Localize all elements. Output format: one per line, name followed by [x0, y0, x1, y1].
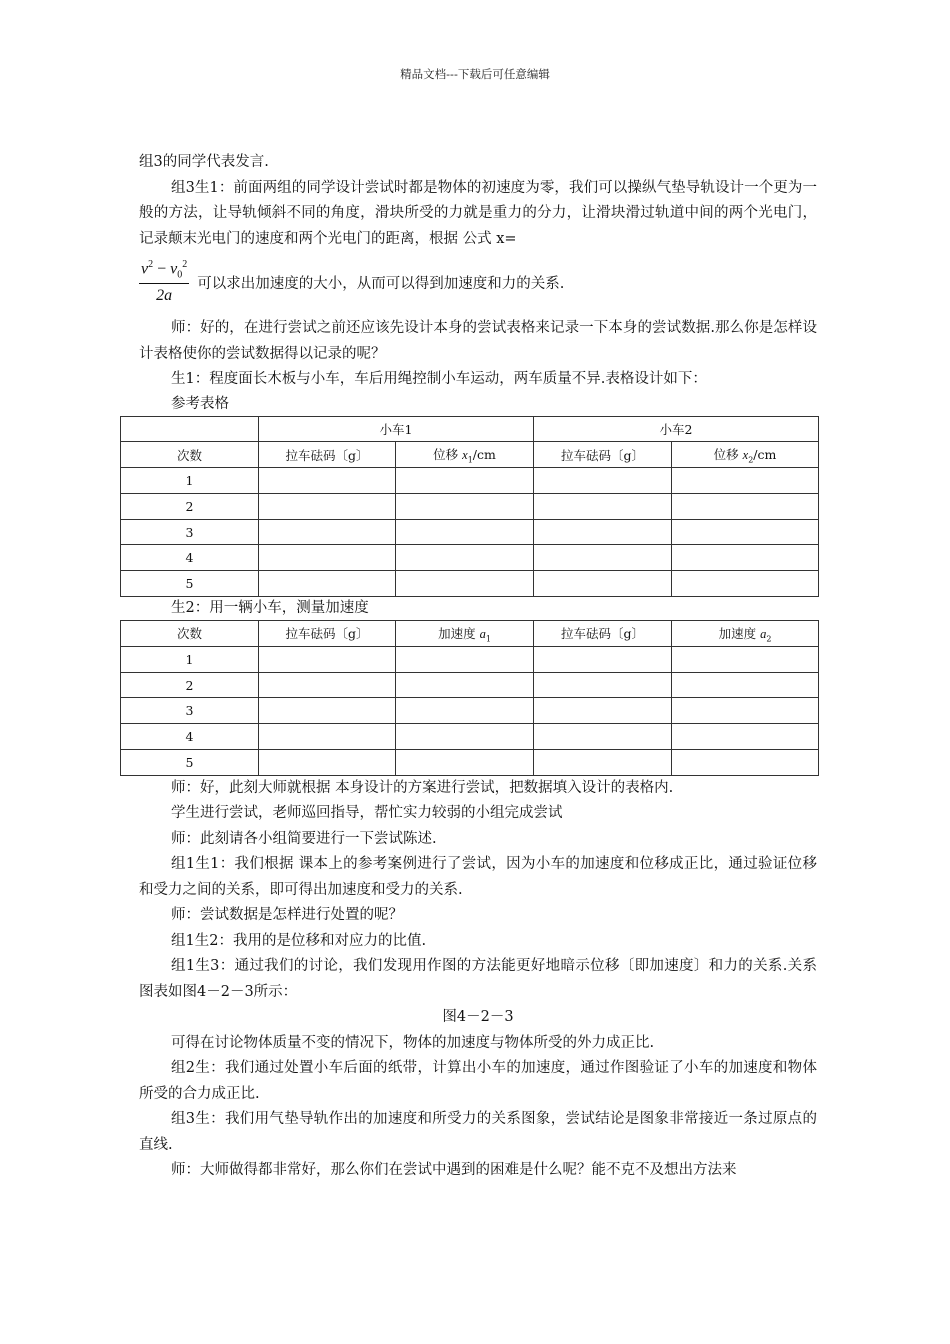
table-row	[121, 571, 819, 597]
table-cell	[534, 750, 672, 776]
table-header-cell: 加速度 $a_2$	[672, 621, 819, 647]
table-row	[121, 468, 819, 494]
table-row	[121, 698, 819, 724]
paragraph: 师：尝试数据是怎样进行处置的呢？	[171, 907, 403, 924]
table-cell	[259, 493, 396, 519]
table-cell	[534, 571, 672, 597]
table-cell	[396, 519, 534, 545]
table-cell	[672, 750, 819, 776]
table-cell	[534, 468, 672, 494]
row-number: 4	[121, 724, 259, 750]
table-header-cell: 次数	[121, 621, 259, 647]
table-cell	[259, 646, 396, 672]
table-cell	[121, 416, 259, 442]
table-caption: 生2：用一辆小车，测量加速度	[171, 600, 369, 617]
document-body	[139, 150, 817, 1184]
table-header-cell: 拉车砝码〔g〕	[259, 442, 396, 468]
paragraph: 师：此刻请各小组简要进行一下尝试陈述.	[171, 830, 437, 847]
acceleration-table	[120, 620, 819, 776]
table-cell	[672, 519, 819, 545]
row-number: 5	[121, 571, 259, 597]
formula-denominator: 2a	[156, 286, 173, 304]
row-number: 3	[121, 519, 259, 545]
paragraph: 师：好，此刻大师就根据 本身设计的方案进行尝试，把数据填入设计的表格内.	[171, 779, 674, 796]
table-cell	[396, 545, 534, 571]
paragraph: 可得在讨论物体质量不变的情况下，物体的加速度与物体所受的外力成正比.	[171, 1034, 655, 1051]
table-row	[121, 545, 819, 571]
table-row	[121, 672, 819, 698]
reference-table	[120, 416, 819, 598]
table-cell	[672, 545, 819, 571]
page-header: 精品文档---下载后可任意编辑	[400, 67, 550, 81]
table-cell	[259, 468, 396, 494]
table-row	[121, 493, 819, 519]
paragraph: 生1：程度面长木板与小车，车后用绳控制小车运动，两车质量不异.表格设计如下：	[171, 371, 707, 387]
table-row	[121, 724, 819, 750]
table-header-cell: 次数	[121, 442, 259, 468]
table-cell	[672, 698, 819, 724]
velocity-formula	[139, 259, 189, 305]
table-cell	[396, 646, 534, 672]
table-header-cell: 位移 $x_2/cm$	[672, 442, 819, 468]
paragraph: 组3生1：前面两组的同学设计尝试时都是物体的初速度为零，我们可以操纵气垫导轨设计一个更为一般的方法，让导轨倾斜不同的角度，滑块所受的力就是重力的分力，让滑块滑过轨道中间的两个光电门，记录颠末光电门的速度和两个光电门的距离，根据 公式 x=	[139, 179, 817, 247]
paragraph: 组1生2：我用的是位移和对应力的比值.	[171, 932, 427, 949]
row-number: 2	[121, 672, 259, 698]
table-cell	[259, 724, 396, 750]
table-cell	[396, 571, 534, 597]
table-header-cell: 拉车砝码〔g〕	[259, 621, 396, 647]
table-header-cell: 小车1	[259, 416, 534, 442]
row-number: 3	[121, 698, 259, 724]
table-caption: 参考表格	[171, 395, 229, 412]
row-number: 5	[121, 750, 259, 776]
row-number: 4	[121, 545, 259, 571]
paragraph: 组2生：我们通过处置小车后面的纸带，计算出小车的加速度，通过作图验证了小车的加速度和物体所受的合力成正比.	[139, 1060, 817, 1102]
table-cell	[396, 672, 534, 698]
paragraph: 组1生3：通过我们的讨论，我们发现用作图的方法能更好地暗示位移〔即加速度〕和力的关系.关系图表如图4－2－3所示：	[139, 958, 817, 1000]
table-row	[121, 519, 819, 545]
table-header-row	[121, 442, 819, 468]
formula-line	[139, 254, 817, 310]
table-header-cell: 小车2	[534, 416, 819, 442]
paragraph: 学生进行尝试，老师巡回指导，帮忙实力较弱的小组完成尝试	[171, 805, 563, 822]
table-row	[121, 750, 819, 776]
table-cell	[396, 698, 534, 724]
table-cell	[534, 519, 672, 545]
formula-text: 可以求出加速度的大小，从而可以得到加速度和力的关系.	[197, 275, 565, 292]
table-cell	[396, 468, 534, 494]
table-cell	[534, 545, 672, 571]
paragraph: 师：好的，在进行尝试之前还应该先设计本身的尝试表格来记录一下本身的尝试数据.那么你是怎样设计表格使你的尝试数据得以记录的呢？	[139, 320, 817, 362]
table-cell	[259, 545, 396, 571]
table-cell	[259, 698, 396, 724]
paragraph: 组1生1：我们根据 课本上的参考案例进行了尝试，因为小车的加速度和位移成正比，通过验证位移和受力之间的关系，即可得出加速度和受力的关系.	[139, 856, 817, 898]
table-cell	[534, 493, 672, 519]
table-cell	[534, 698, 672, 724]
table-row	[121, 646, 819, 672]
figure-caption: 图4－2－3	[442, 1009, 514, 1026]
table-cell	[259, 519, 396, 545]
table-cell	[534, 724, 672, 750]
table-cell	[534, 672, 672, 698]
paragraph: 师：大师做得都非常好，那么你们在尝试中遇到的困难是什么呢？能不克不及想出方法来	[171, 1162, 737, 1179]
table-header-cell: 拉车砝码〔g〕	[534, 621, 672, 647]
table-cell	[259, 571, 396, 597]
table-cell	[672, 493, 819, 519]
paragraph: 组3的同学代表发言.	[139, 154, 269, 170]
paragraph: 组3生：我们用气垫导轨作出的加速度和所受力的关系图象，尝试结论是图象非常接近一条过原点的直线.	[139, 1111, 817, 1153]
table-cell	[259, 672, 396, 698]
table-header-cell: 位移 $x_1/cm$	[396, 442, 534, 468]
table-cell	[672, 468, 819, 494]
table-header-cell: 加速度 $a_1$	[396, 621, 534, 647]
table-cell	[396, 750, 534, 776]
table-cell	[534, 646, 672, 672]
table-header-row	[121, 416, 819, 442]
table-header-cell: 拉车砝码〔g〕	[534, 442, 672, 468]
table-cell	[396, 724, 534, 750]
formula-numerator: $v^2 - v_0^2$	[139, 259, 189, 284]
table-cell	[672, 672, 819, 698]
table-header-row	[121, 621, 819, 647]
table-cell	[396, 493, 534, 519]
row-number: 1	[121, 468, 259, 494]
table-cell	[672, 571, 819, 597]
table-cell	[672, 646, 819, 672]
table-cell	[672, 724, 819, 750]
row-number: 1	[121, 646, 259, 672]
table-cell	[259, 750, 396, 776]
row-number: 2	[121, 493, 259, 519]
